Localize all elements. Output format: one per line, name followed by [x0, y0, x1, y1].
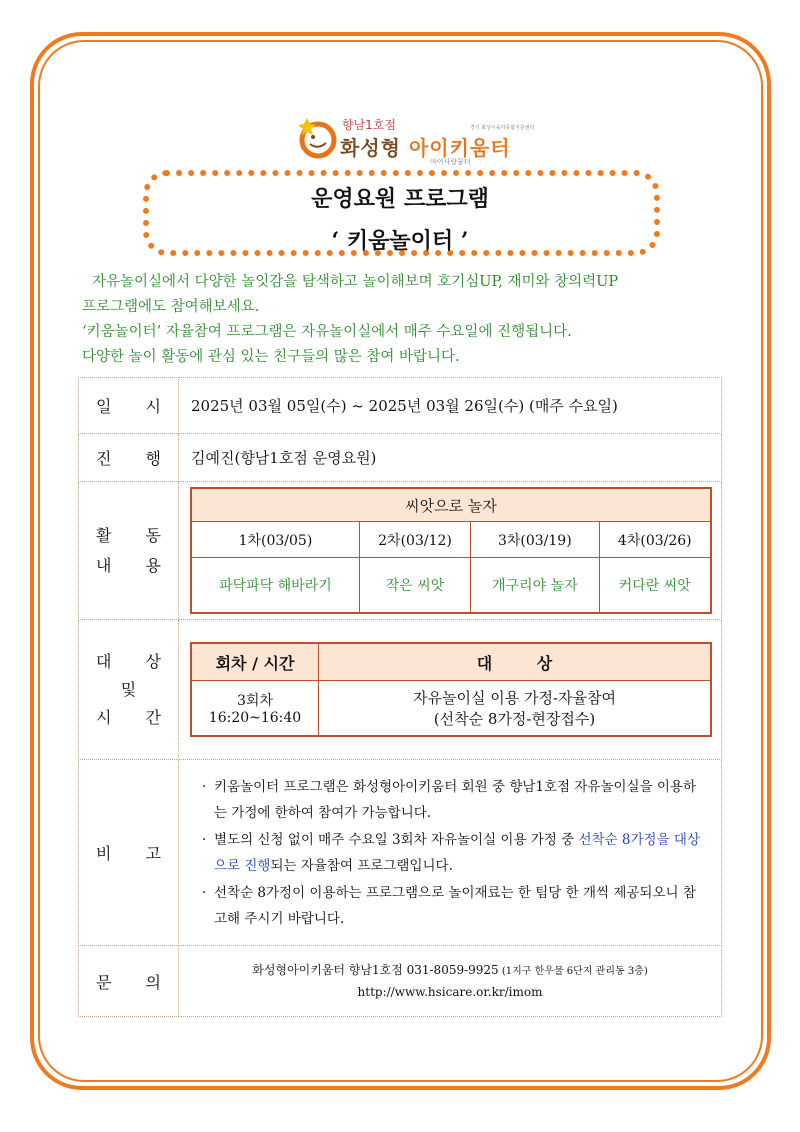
intro-line: ‘키움놀이터’ 자율참여 프로그램은 자유놀이실에서 매주 수요일에 진행됩니다.	[82, 324, 572, 340]
intro-line: 프로그램에도 참여해보세요.	[82, 299, 260, 315]
target-table	[190, 642, 712, 737]
intro-line: 다양한 놀이 활동에 관심 있는 친구들의 많은 참여 바랍니다.	[82, 349, 460, 365]
note-item: · 키움놀이터 프로그램은 화성형아이키움터 회원 중 향남1호점 자유놀이실을 이용하는 가정에 한하여 참여가 가능합니다.	[202, 774, 706, 826]
row-progress	[79, 434, 722, 482]
activity-name: 커다란 씨앗	[599, 558, 711, 614]
row-activity	[79, 482, 722, 620]
label-progress: 진 행	[79, 434, 179, 482]
label-date: 일 시	[79, 378, 179, 434]
target-col2-header: 대 상	[319, 643, 712, 681]
value-progress: 김예진(향남1호점 운영요원)	[179, 434, 722, 482]
logo-branch: 향남1호점	[342, 118, 397, 132]
activity-name: 파닥파닥 해바라기	[191, 558, 359, 614]
activity-round: 1차(03/05)	[191, 522, 359, 558]
row-inquiry	[79, 946, 722, 1017]
inquiry-cell	[179, 946, 722, 1017]
row-notes	[79, 760, 722, 946]
title-line1: 운영요원 프로그램	[311, 186, 489, 212]
activity-cell	[179, 482, 722, 620]
logo-org: 경기 화성시육아종합지원센터	[470, 125, 535, 131]
activity-header: 씨앗으로 놀자	[191, 488, 711, 522]
notes-list	[180, 774, 720, 932]
activity-table	[190, 487, 712, 614]
target-col1-header: 회차 / 시간	[191, 643, 319, 681]
activity-round: 3차(03/19)	[471, 522, 599, 558]
label-target: 대 상 및 시 간	[79, 620, 179, 760]
note-highlight: 선착순 8가정을 대상으로 진행	[214, 831, 700, 874]
title-line2: ‘ 키움놀이터 ’	[331, 228, 469, 254]
note-item: · 선착순 8가정이 이용하는 프로그램으로 놀이재료는 한 팀당 한 개씩 제공되오니 참고해 주시기 바랍니다.	[202, 880, 706, 932]
notes-cell	[179, 760, 722, 946]
row-date	[79, 378, 722, 434]
logo-subtitle: 아이사랑꿈터	[430, 158, 471, 166]
label-inquiry: 문 의	[79, 946, 179, 1017]
logo-name	[340, 132, 511, 161]
inquiry-contact: 화성형아이키움터 향남1호점 031-8059-9925 (1지구 한우물 6단지 관리동 3층)	[252, 963, 648, 977]
intro-text	[82, 270, 732, 370]
label-activity: 활 동 내 용	[79, 482, 179, 620]
activity-name: 작은 씨앗	[359, 558, 470, 614]
activity-name: 개구리야 놀자	[471, 558, 599, 614]
logo-name-part2: 아이키움터	[408, 136, 511, 160]
inquiry-url[interactable]: http://www.hsicare.or.kr/imom	[357, 985, 543, 999]
activity-round: 2차(03/12)	[359, 522, 470, 558]
target-desc: 자유놀이실 이용 가정-자율참여 (선착순 8가정-현장접수)	[319, 681, 712, 737]
logo-name-part1: 화성형	[340, 136, 409, 160]
value-date: 2025년 03월 05일(수) ~ 2025년 03월 26일(수) (매주 수요일)	[179, 378, 722, 434]
info-table	[78, 377, 722, 1017]
label-notes: 비 고	[79, 760, 179, 946]
target-cell	[179, 620, 722, 760]
activity-round: 4차(03/26)	[599, 522, 711, 558]
target-session: 3회차 16:20~16:40	[191, 681, 319, 737]
note-item: · 별도의 신청 없이 매주 수요일 3회차 자유놀이실 이용 가정 중 선착순 8가정을 대상으로 진행되는 자율참여 프로그램입니다.	[202, 827, 706, 879]
row-target	[79, 620, 722, 760]
intro-line: 자유놀이실에서 다양한 놀잇감을 탐색하고 놀이해보며 호기심UP, 재미와 창의력UP	[92, 274, 619, 290]
